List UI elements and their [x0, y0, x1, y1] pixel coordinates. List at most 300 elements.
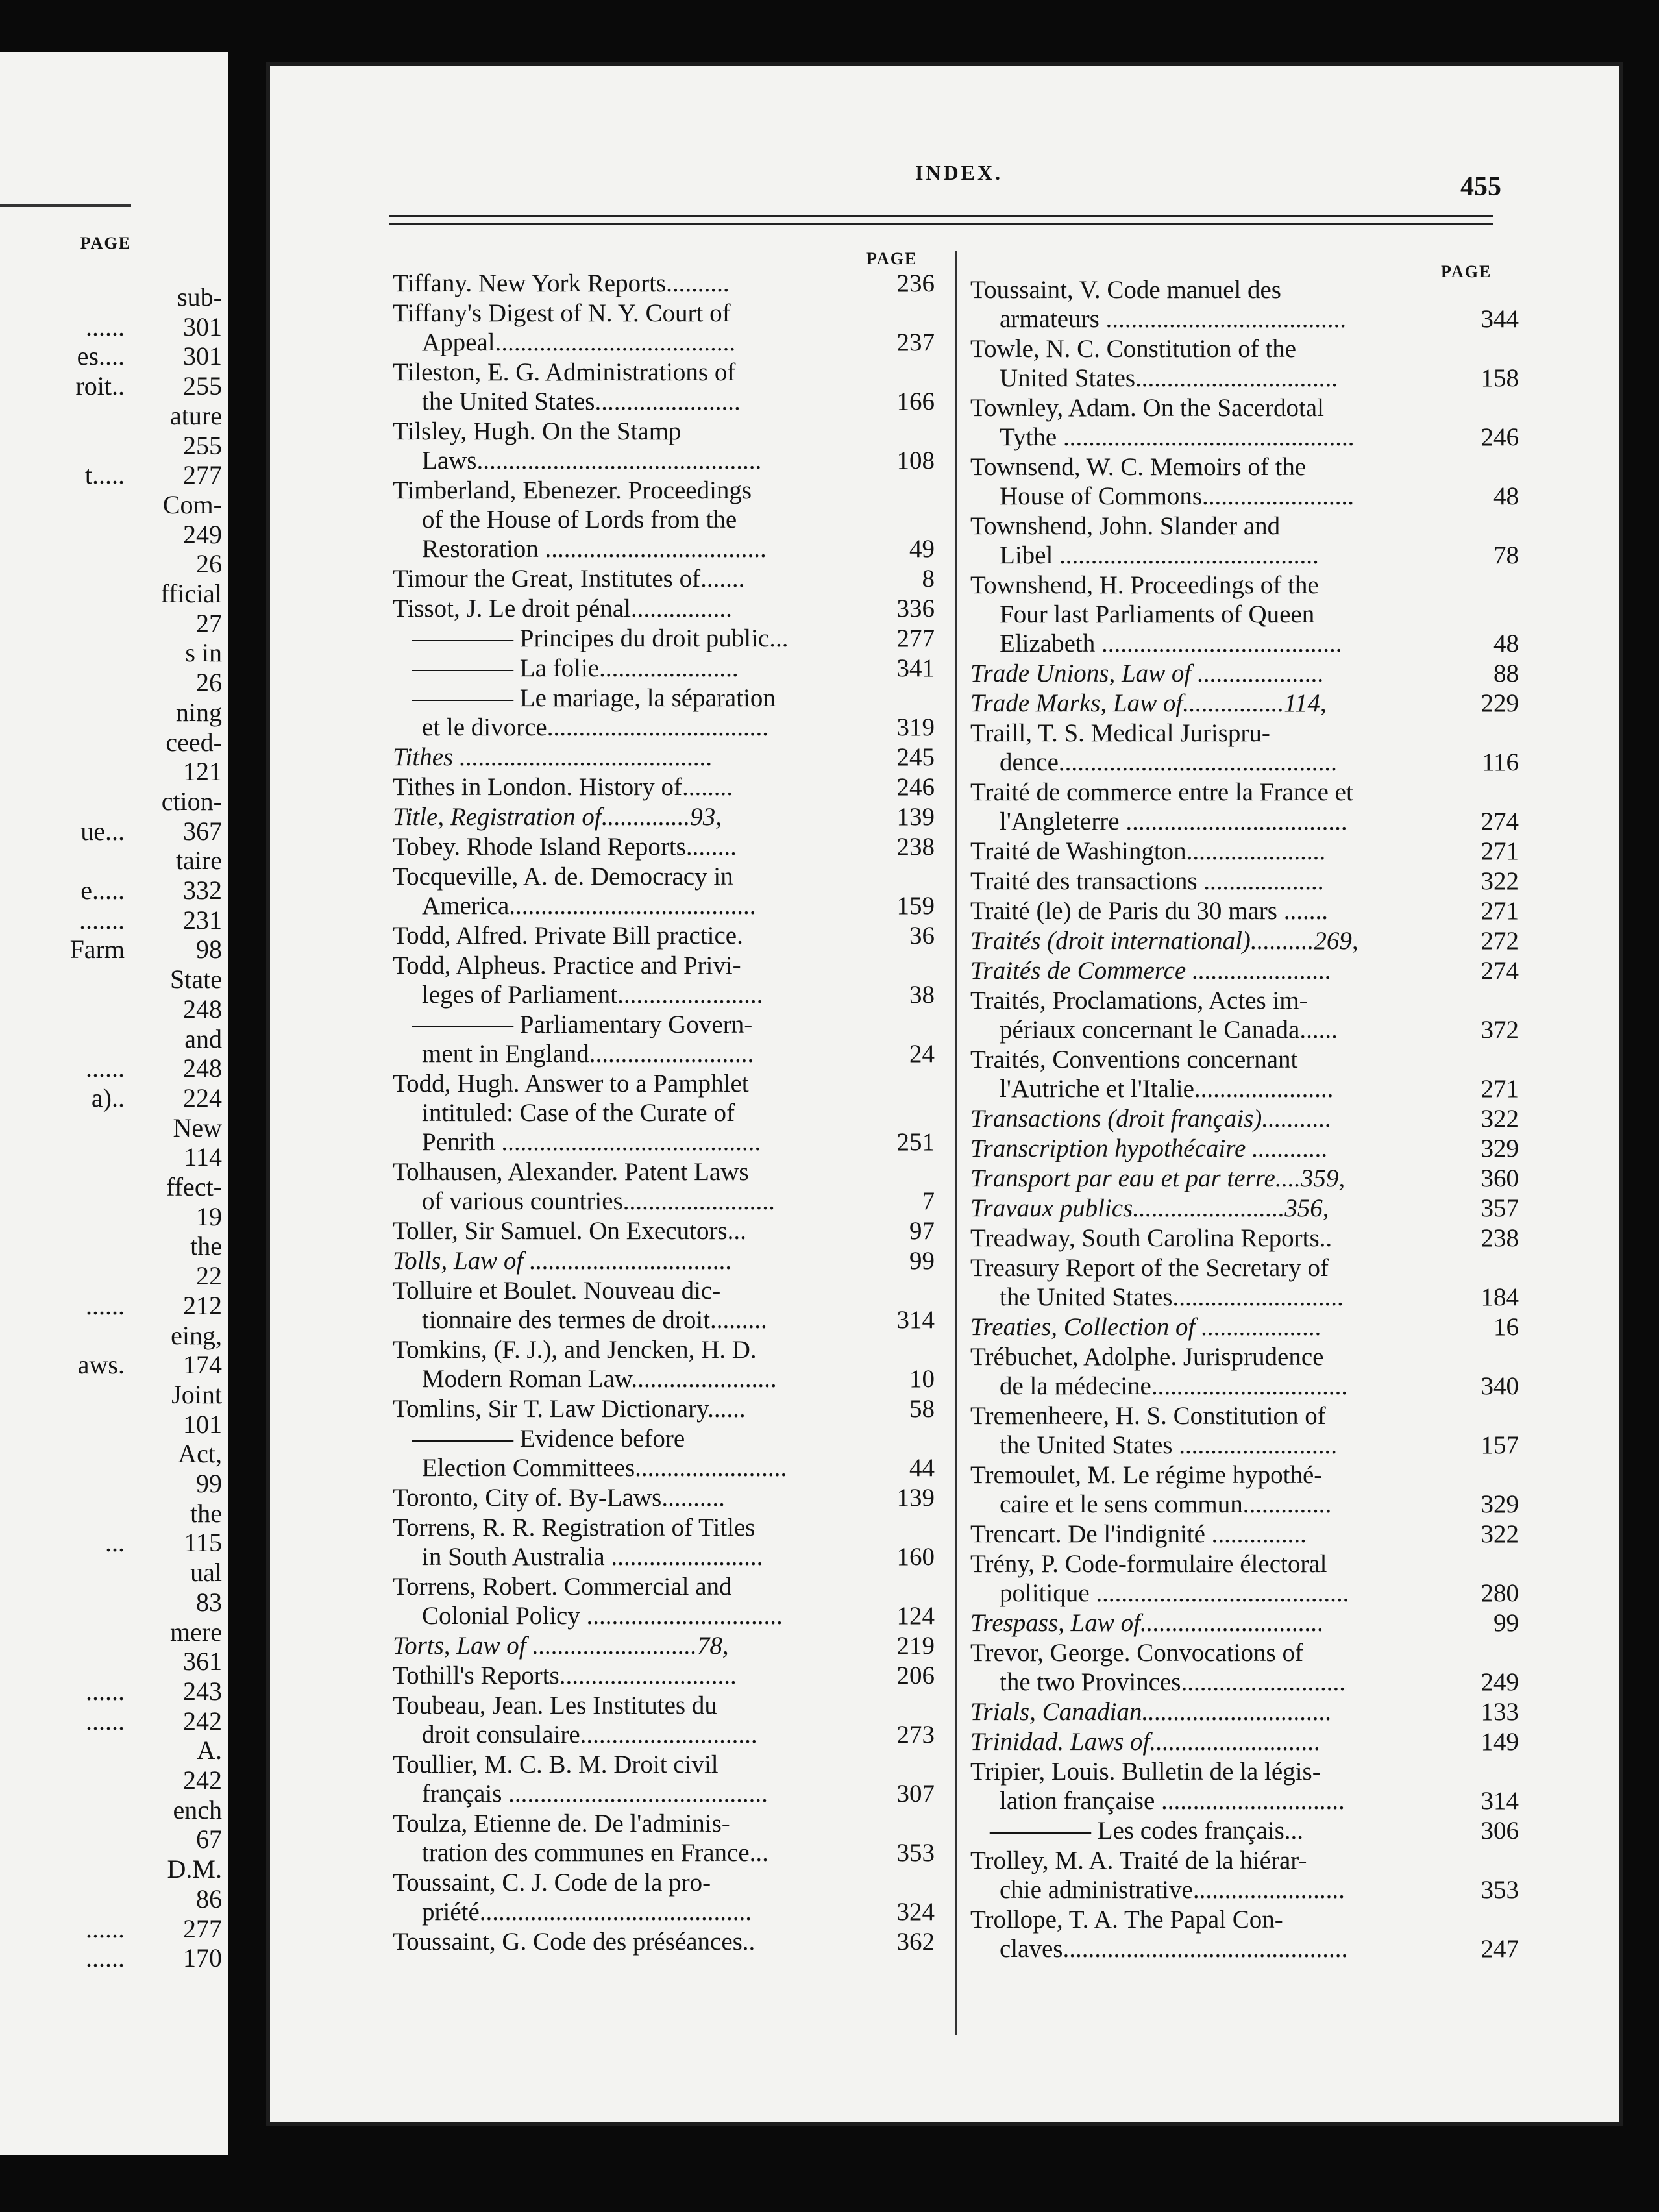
entry-text-line: Treadway, South Carolina Reports.. — [970, 1224, 1333, 1252]
left-page-rule — [0, 204, 131, 207]
entry-page-number: 319 — [893, 713, 935, 742]
index-entry — [393, 654, 935, 683]
left-page-text: State — [170, 965, 222, 994]
header-rule — [389, 215, 1493, 225]
index-entry — [393, 417, 935, 475]
entry-text-line: Libel ......................................... — [1000, 541, 1319, 569]
left-page-text: aws. — [77, 1350, 125, 1380]
index-entry — [393, 832, 935, 861]
entry-page-number: 357 — [1477, 1194, 1519, 1223]
left-page-text: New — [173, 1112, 222, 1142]
entry-text-line: tionnaire des termes de droit......... — [422, 1306, 767, 1334]
left-page-number: 367 — [183, 816, 222, 846]
index-entry — [393, 1631, 935, 1660]
entry-page-number: 353 — [1477, 1875, 1519, 1904]
entry-text-line: périaux concernant le Canada...... — [1000, 1016, 1338, 1044]
entry-text-line: leges of Parliament....................... — [422, 981, 763, 1009]
index-entry — [970, 275, 1519, 334]
entry-page-number: 271 — [1477, 1074, 1519, 1103]
entry-text-line: Towle, N. C. Constitution of the — [970, 335, 1297, 363]
entry-text-line: lation française ............................. — [1000, 1787, 1345, 1815]
left-page-number: 83 — [196, 1587, 222, 1617]
entry-text-line: Trade Unions, Law of .................... — [970, 659, 1324, 687]
entry-page-number: 247 — [1477, 1934, 1519, 1963]
index-entry — [970, 571, 1519, 658]
index-entry — [393, 624, 935, 653]
index-entry — [970, 1816, 1519, 1845]
left-page-text: D.M. — [167, 1854, 222, 1884]
left-page-number: 242 — [183, 1765, 222, 1795]
entry-text-line: Traité (le) de Paris du 30 mars ....... — [970, 897, 1328, 925]
entry-text-line: Trinidad. Laws of........................... — [970, 1728, 1321, 1756]
entry-text-line: tration des communes en France... — [422, 1839, 768, 1867]
entry-page-number: 44 — [905, 1453, 935, 1482]
entry-text-line: Trade Marks, Law of................114, — [970, 689, 1327, 717]
entry-text-line: in South Australia ........................ — [422, 1543, 763, 1571]
entry-page-number: 166 — [893, 387, 935, 416]
entry-text-line: Title, Registration of..............93, — [393, 803, 722, 831]
left-page-number: 224 — [183, 1083, 222, 1112]
left-page-number: 114 — [184, 1142, 222, 1172]
left-page-text: ...... — [86, 1053, 125, 1083]
entry-page-number: 48 — [1490, 482, 1519, 511]
entry-page-number: 306 — [1477, 1816, 1519, 1845]
index-entry — [970, 837, 1519, 866]
index-entry — [970, 1638, 1519, 1697]
left-column-label: PAGE — [866, 249, 918, 268]
entry-text-line: Toullier, M. C. B. M. Droit civil — [393, 1751, 719, 1778]
left-page-number: 248 — [183, 1053, 222, 1083]
left-page-text: ...... — [86, 1706, 125, 1736]
entry-page-number: 160 — [893, 1542, 935, 1571]
entry-text-line: Four last Parliaments of Queen — [1000, 600, 1315, 628]
entry-text-line: Transcription hypothécaire ............ — [970, 1135, 1329, 1162]
entry-text-line: Trencart. De l'indignité ............... — [970, 1520, 1307, 1548]
entry-text-line: Tolls, Law of ................................ — [393, 1247, 732, 1275]
entry-text-line: Tripier, Louis. Bulletin de la légis- — [970, 1758, 1321, 1786]
entry-text-line: Timberland, Ebenezer. Proceedings — [393, 476, 752, 504]
entry-page-number: 139 — [893, 1483, 935, 1512]
entry-text-line: Trébuchet, Adolphe. Jurisprudence — [970, 1343, 1324, 1371]
left-page-text: roit.. — [75, 371, 125, 401]
left-page-text: ...... — [86, 312, 125, 341]
left-page-number: 301 — [183, 312, 222, 341]
entry-page-number: 184 — [1477, 1283, 1519, 1312]
left-page-number: 174 — [183, 1350, 222, 1380]
left-page-number: 255 — [183, 430, 222, 460]
left-page-text: fficial — [160, 579, 222, 608]
entry-text-line: Tithes in London. History of........ — [393, 773, 733, 801]
index-entry — [393, 1276, 935, 1334]
index-entry — [970, 1549, 1519, 1608]
entry-text-line: ———— Le mariage, la séparation — [412, 684, 776, 712]
left-page-number: 231 — [183, 905, 222, 935]
entry-text-line: of various countries........................ — [422, 1187, 775, 1215]
left-page-text: sub- — [177, 282, 222, 312]
index-entry — [970, 719, 1519, 777]
entry-text-line: Timour the Great, Institutes of....... — [393, 565, 745, 593]
left-page-text: ench — [173, 1795, 222, 1825]
left-page-number: 26 — [196, 549, 222, 579]
entry-page-number: 322 — [1477, 1519, 1519, 1549]
left-page-number: 243 — [183, 1676, 222, 1706]
left-page-text: and — [184, 1024, 222, 1053]
right-column-label: PAGE — [1441, 262, 1492, 281]
entry-text-line: the two Provinces.......................... — [1000, 1668, 1346, 1696]
entry-page-number: 10 — [905, 1364, 935, 1394]
left-page-text: ue... — [80, 816, 125, 846]
entry-text-line: Todd, Alpheus. Practice and Privi- — [393, 952, 741, 979]
index-entry — [393, 921, 935, 950]
left-page-number: 248 — [183, 994, 222, 1024]
entry-page-number: 16 — [1490, 1312, 1519, 1342]
entry-page-number: 273 — [893, 1720, 935, 1749]
index-entry — [970, 452, 1519, 511]
left-page-number: 255 — [183, 371, 222, 401]
index-entry — [970, 1697, 1519, 1727]
entry-page-number: 157 — [1477, 1431, 1519, 1460]
entry-page-number: 341 — [893, 654, 935, 683]
entry-text-line: Colonial Policy ............................... — [422, 1602, 783, 1630]
entry-text-line: Modern Roman Law....................... — [422, 1365, 777, 1393]
entry-page-number: 329 — [1477, 1134, 1519, 1163]
entry-text-line: Tiffany. New York Reports.......... — [393, 269, 730, 297]
entry-page-number: 58 — [905, 1394, 935, 1423]
entry-page-number: 329 — [1477, 1490, 1519, 1519]
entry-page-number: 124 — [893, 1601, 935, 1630]
entry-text-line: et le divorce................................... — [422, 713, 768, 741]
entry-text-line: Restoration ................................... — [422, 535, 767, 563]
entry-text-line: Traill, T. S. Medical Jurispru- — [970, 719, 1270, 747]
left-page-number: 121 — [183, 757, 222, 787]
entry-page-number: 271 — [1477, 837, 1519, 866]
entry-page-number: 246 — [1477, 423, 1519, 452]
index-entry — [970, 1194, 1519, 1223]
left-page-text: ature — [170, 400, 222, 430]
entry-text-line: caire et le sens commun.............. — [1000, 1490, 1332, 1518]
entry-text-line: Traités, Proclamations, Actes im- — [970, 987, 1308, 1014]
right-page — [266, 62, 1623, 2126]
entry-page-number: 274 — [1477, 807, 1519, 836]
entry-page-number: 8 — [918, 564, 935, 593]
index-entry — [970, 1045, 1519, 1103]
entry-text-line: of the House of Lords from the — [422, 506, 737, 534]
left-page-column-label: PAGE — [80, 234, 131, 252]
entry-text-line: House of Commons........................ — [1000, 482, 1354, 510]
index-entry — [970, 778, 1519, 836]
index-entry — [393, 1661, 935, 1690]
index-entry — [970, 1312, 1519, 1342]
index-entry — [970, 896, 1519, 926]
index-entry — [970, 1519, 1519, 1549]
index-entry — [393, 1750, 935, 1808]
index-entry — [393, 802, 935, 831]
entry-text-line: Toller, Sir Samuel. On Executors... — [393, 1217, 746, 1245]
entry-text-line: Treaties, Collection of ................... — [970, 1313, 1322, 1341]
entry-text-line: Tiffany's Digest of N. Y. Court of — [393, 299, 731, 327]
left-page-number: 98 — [196, 935, 222, 965]
entry-text-line: l'Angleterre ................................... — [1000, 807, 1347, 835]
entry-text-line: Toubeau, Jean. Les Institutes du — [393, 1691, 717, 1719]
entry-page-number: 237 — [893, 328, 935, 357]
entry-page-number: 159 — [893, 891, 935, 920]
entry-page-number: 314 — [1477, 1786, 1519, 1815]
entry-page-number: 139 — [893, 802, 935, 831]
index-entry — [970, 659, 1519, 688]
entry-text-line: Tremoulet, M. Le régime hypothé- — [970, 1461, 1323, 1489]
entry-text-line: Toussaint, G. Code des préséances.. — [393, 1928, 756, 1956]
entry-page-number: 49 — [905, 534, 935, 563]
index-entry — [393, 1927, 935, 1956]
running-head: INDEX. — [915, 161, 1003, 184]
entry-page-number: 274 — [1477, 956, 1519, 985]
entry-text-line: the United States....................... — [422, 387, 741, 415]
left-page-text: ceed- — [166, 727, 222, 757]
entry-text-line: de la médecine............................... — [1000, 1372, 1348, 1400]
entry-page-number: 251 — [893, 1127, 935, 1157]
entry-text-line: Tothill's Reports............................ — [393, 1662, 737, 1690]
entry-page-number: 78 — [1490, 541, 1519, 570]
entry-page-number: 336 — [893, 594, 935, 623]
entry-text-line: ———— Les codes français... — [990, 1817, 1304, 1845]
entry-page-number: 314 — [893, 1305, 935, 1334]
entry-text-line: Tithes ........................................ — [393, 743, 713, 771]
left-page-number: 332 — [183, 876, 222, 905]
index-entry — [393, 1246, 935, 1275]
entry-page-number: 324 — [893, 1897, 935, 1926]
entry-text-line: ———— Evidence before — [412, 1425, 685, 1453]
left-page-number: 212 — [183, 1290, 222, 1320]
left-page-text: mere — [170, 1617, 222, 1647]
entry-page-number: 99 — [905, 1246, 935, 1275]
entry-text-line: priété........................................... — [422, 1898, 752, 1926]
left-page-text: ...... — [86, 1290, 125, 1320]
left-page-text: the — [190, 1498, 222, 1528]
page-number: 455 — [1460, 172, 1501, 202]
left-page-text: taire — [175, 846, 222, 876]
index-entry — [393, 1809, 935, 1867]
entry-text-line: the United States........................... — [1000, 1283, 1344, 1311]
entry-text-line: Traités, Conventions concernant — [970, 1046, 1298, 1074]
entry-page-number: 307 — [893, 1779, 935, 1808]
entry-text-line: Trolley, M. A. Traité de la hiérar- — [970, 1847, 1307, 1874]
entry-page-number: 149 — [1477, 1727, 1519, 1756]
index-entry — [970, 1104, 1519, 1133]
index-entry — [970, 1164, 1519, 1193]
left-page-number: 67 — [196, 1825, 222, 1854]
entry-page-number: 219 — [893, 1631, 935, 1660]
index-entry — [970, 1757, 1519, 1815]
entry-page-number: 206 — [893, 1661, 935, 1690]
entry-text-line: Trespass, Law of............................. — [970, 1609, 1324, 1637]
left-page-text: s in — [185, 638, 222, 668]
index-entry — [393, 476, 935, 563]
index-entry — [393, 299, 935, 357]
entry-page-number: 362 — [893, 1927, 935, 1956]
entry-text-line: Torrens, Robert. Commercial and — [393, 1573, 732, 1601]
index-entry — [393, 594, 935, 623]
entry-page-number: 116 — [1478, 748, 1519, 777]
index-entry — [970, 1401, 1519, 1460]
left-page-text: e..... — [80, 876, 125, 905]
entry-text-line: Toronto, City of. By-Laws.......... — [393, 1484, 725, 1512]
index-entry — [393, 683, 935, 742]
left-page-text: t..... — [84, 460, 125, 490]
entry-text-line: Elizabeth ...................................... — [1000, 630, 1342, 657]
index-entry — [393, 1394, 935, 1423]
index-entry — [393, 1868, 935, 1926]
entry-text-line: Trials, Canadian.............................. — [970, 1698, 1332, 1726]
left-page-text: ... — [105, 1528, 125, 1558]
index-entry — [393, 358, 935, 416]
entry-page-number: 372 — [1477, 1015, 1519, 1044]
entry-text-line: Traité de Washington...................... — [970, 837, 1326, 865]
entry-page-number: 245 — [893, 743, 935, 772]
entry-page-number: 360 — [1477, 1164, 1519, 1193]
entry-text-line: chie administrative........................ — [1000, 1876, 1345, 1904]
left-page-number: 86 — [196, 1884, 222, 1913]
entry-page-number: 97 — [905, 1216, 935, 1246]
entry-page-number: 24 — [905, 1039, 935, 1068]
index-entry — [393, 1513, 935, 1571]
entry-text-line: Tileston, E. G. Administrations of — [393, 358, 736, 386]
left-page-number: 22 — [196, 1261, 222, 1291]
entry-page-number: 238 — [1477, 1223, 1519, 1253]
entry-page-number: 88 — [1490, 659, 1519, 688]
entry-text-line: Townsend, W. C. Memoirs of the — [970, 453, 1307, 481]
index-entry — [970, 1905, 1519, 1963]
entry-text-line: claves............................................. — [1000, 1935, 1348, 1963]
entry-text-line: ———— Parliamentary Govern- — [412, 1011, 753, 1038]
left-page-number: 301 — [183, 341, 222, 371]
entry-text-line: Laws............................................. — [422, 447, 762, 474]
entry-page-number: 353 — [893, 1838, 935, 1867]
entry-text-line: Toussaint, C. J. Code de la pro- — [393, 1869, 711, 1897]
index-entry — [393, 1483, 935, 1512]
entry-text-line: Trény, P. Code-formulaire électoral — [970, 1550, 1327, 1578]
left-page-text: the — [190, 1231, 222, 1261]
left-page-text: Farm — [69, 935, 125, 965]
left-page-text: ...... — [86, 1676, 125, 1706]
left-page-number: 99 — [196, 1469, 222, 1498]
entry-page-number: 271 — [1477, 896, 1519, 926]
index-entry — [970, 393, 1519, 452]
entry-page-number: 238 — [893, 832, 935, 861]
entry-text-line: Toulza, Etienne de. De l'adminis- — [393, 1810, 730, 1837]
entry-text-line: Tobey. Rhode Island Reports........ — [393, 833, 737, 861]
entry-text-line: Traité de commerce entre la France et — [970, 778, 1353, 806]
index-entry — [393, 564, 935, 593]
index-entry — [970, 1846, 1519, 1904]
entry-text-line: Tolhausen, Alexander. Patent Laws — [393, 1158, 749, 1186]
entry-text-line: Todd, Hugh. Answer to a Pamphlet — [393, 1070, 749, 1098]
index-entry — [393, 772, 935, 802]
index-entry — [393, 951, 935, 1009]
left-page-number: 19 — [196, 1201, 222, 1231]
entry-page-number: 322 — [1477, 866, 1519, 896]
index-entry — [970, 986, 1519, 1044]
entry-text-line: Tremenheere, H. S. Constitution of — [970, 1402, 1326, 1430]
entry-text-line: Townley, Adam. On the Sacerdotal — [970, 394, 1324, 422]
index-entry — [970, 334, 1519, 393]
index-entry — [393, 1335, 935, 1394]
index-entry — [393, 743, 935, 772]
entry-text-line: français ......................................... — [422, 1780, 768, 1808]
index-entry — [970, 1460, 1519, 1519]
entry-page-number: 7 — [918, 1186, 935, 1216]
left-page-number: 27 — [196, 608, 222, 638]
entry-text-line: Tythe .............................................. — [1000, 423, 1355, 451]
entry-text-line: Torrens, R. R. Registration of Titles — [393, 1514, 756, 1542]
entry-text-line: United States................................ — [1000, 364, 1338, 392]
entry-text-line: Transport par eau et par terre....359, — [970, 1164, 1346, 1192]
index-entry — [970, 689, 1519, 718]
entry-page-number: 158 — [1477, 363, 1519, 393]
left-page-number: 277 — [183, 460, 222, 490]
entry-text-line: Traités (droit international)..........269, — [970, 927, 1358, 955]
left-page-text: ...... — [86, 1943, 125, 1973]
index-entry — [393, 1157, 935, 1216]
left-page-number: 249 — [183, 519, 222, 549]
entry-page-number: 272 — [1477, 926, 1519, 955]
entry-page-number: 280 — [1477, 1579, 1519, 1608]
index-entry — [970, 956, 1519, 985]
left-page-number: 101 — [183, 1409, 222, 1439]
entry-text-line: Townshend, H. Proceedings of the — [970, 571, 1319, 599]
left-page-text: Act, — [178, 1439, 222, 1469]
entry-page-number: 249 — [1477, 1667, 1519, 1697]
entry-text-line: ———— La folie...................... — [412, 654, 739, 682]
entry-page-number: 133 — [1477, 1697, 1519, 1727]
index-entry — [970, 1342, 1519, 1401]
entry-page-number: 277 — [893, 624, 935, 653]
entry-text-line: l'Autriche et l'Italie...................... — [1000, 1075, 1334, 1103]
index-entry — [970, 1223, 1519, 1253]
entry-page-number: 340 — [1477, 1371, 1519, 1401]
entry-page-number: 322 — [1477, 1104, 1519, 1133]
left-page-text: eing, — [171, 1320, 222, 1350]
entry-text-line: Tissot, J. Le droit pénal................ — [393, 595, 732, 622]
entry-text-line: Toussaint, V. Code manuel des — [970, 276, 1281, 304]
index-entry — [393, 1572, 935, 1630]
index-entry — [970, 1727, 1519, 1756]
left-page-text: ffect- — [166, 1172, 222, 1201]
entry-text-line: dence............................................ — [1000, 748, 1337, 776]
index-entry — [393, 1691, 935, 1749]
entry-text-line: Townshend, John. Slander and — [970, 512, 1281, 540]
entry-text-line: politique ........................................ — [1000, 1579, 1349, 1607]
left-page-fragment — [0, 52, 228, 2155]
index-entry — [393, 269, 935, 298]
entry-text-line: Traité des transactions ................... — [970, 867, 1324, 895]
entry-text-line: intituled: Case of the Curate of — [422, 1099, 735, 1127]
index-entry — [970, 1253, 1519, 1312]
left-page-number: 361 — [183, 1647, 222, 1677]
index-entry — [393, 1424, 935, 1482]
left-page-text: Com- — [162, 489, 222, 519]
entry-text-line: Treasury Report of the Secretary of — [970, 1254, 1329, 1282]
entry-text-line: Trevor, George. Convocations of — [970, 1639, 1303, 1667]
entry-text-line: Tomkins, (F. J.), and Jencken, H. D. — [393, 1336, 757, 1364]
entry-text-line: Transactions (droit français)........... — [970, 1105, 1332, 1133]
left-page-text: a).. — [91, 1083, 125, 1112]
entry-text-line: Election Committees........................ — [422, 1454, 787, 1482]
left-page-text: A. — [197, 1736, 222, 1765]
entry-page-number: 236 — [893, 269, 935, 298]
left-page-number: 277 — [183, 1913, 222, 1943]
entry-text-line: Penrith ......................................... — [422, 1128, 761, 1156]
index-entry — [970, 511, 1519, 570]
